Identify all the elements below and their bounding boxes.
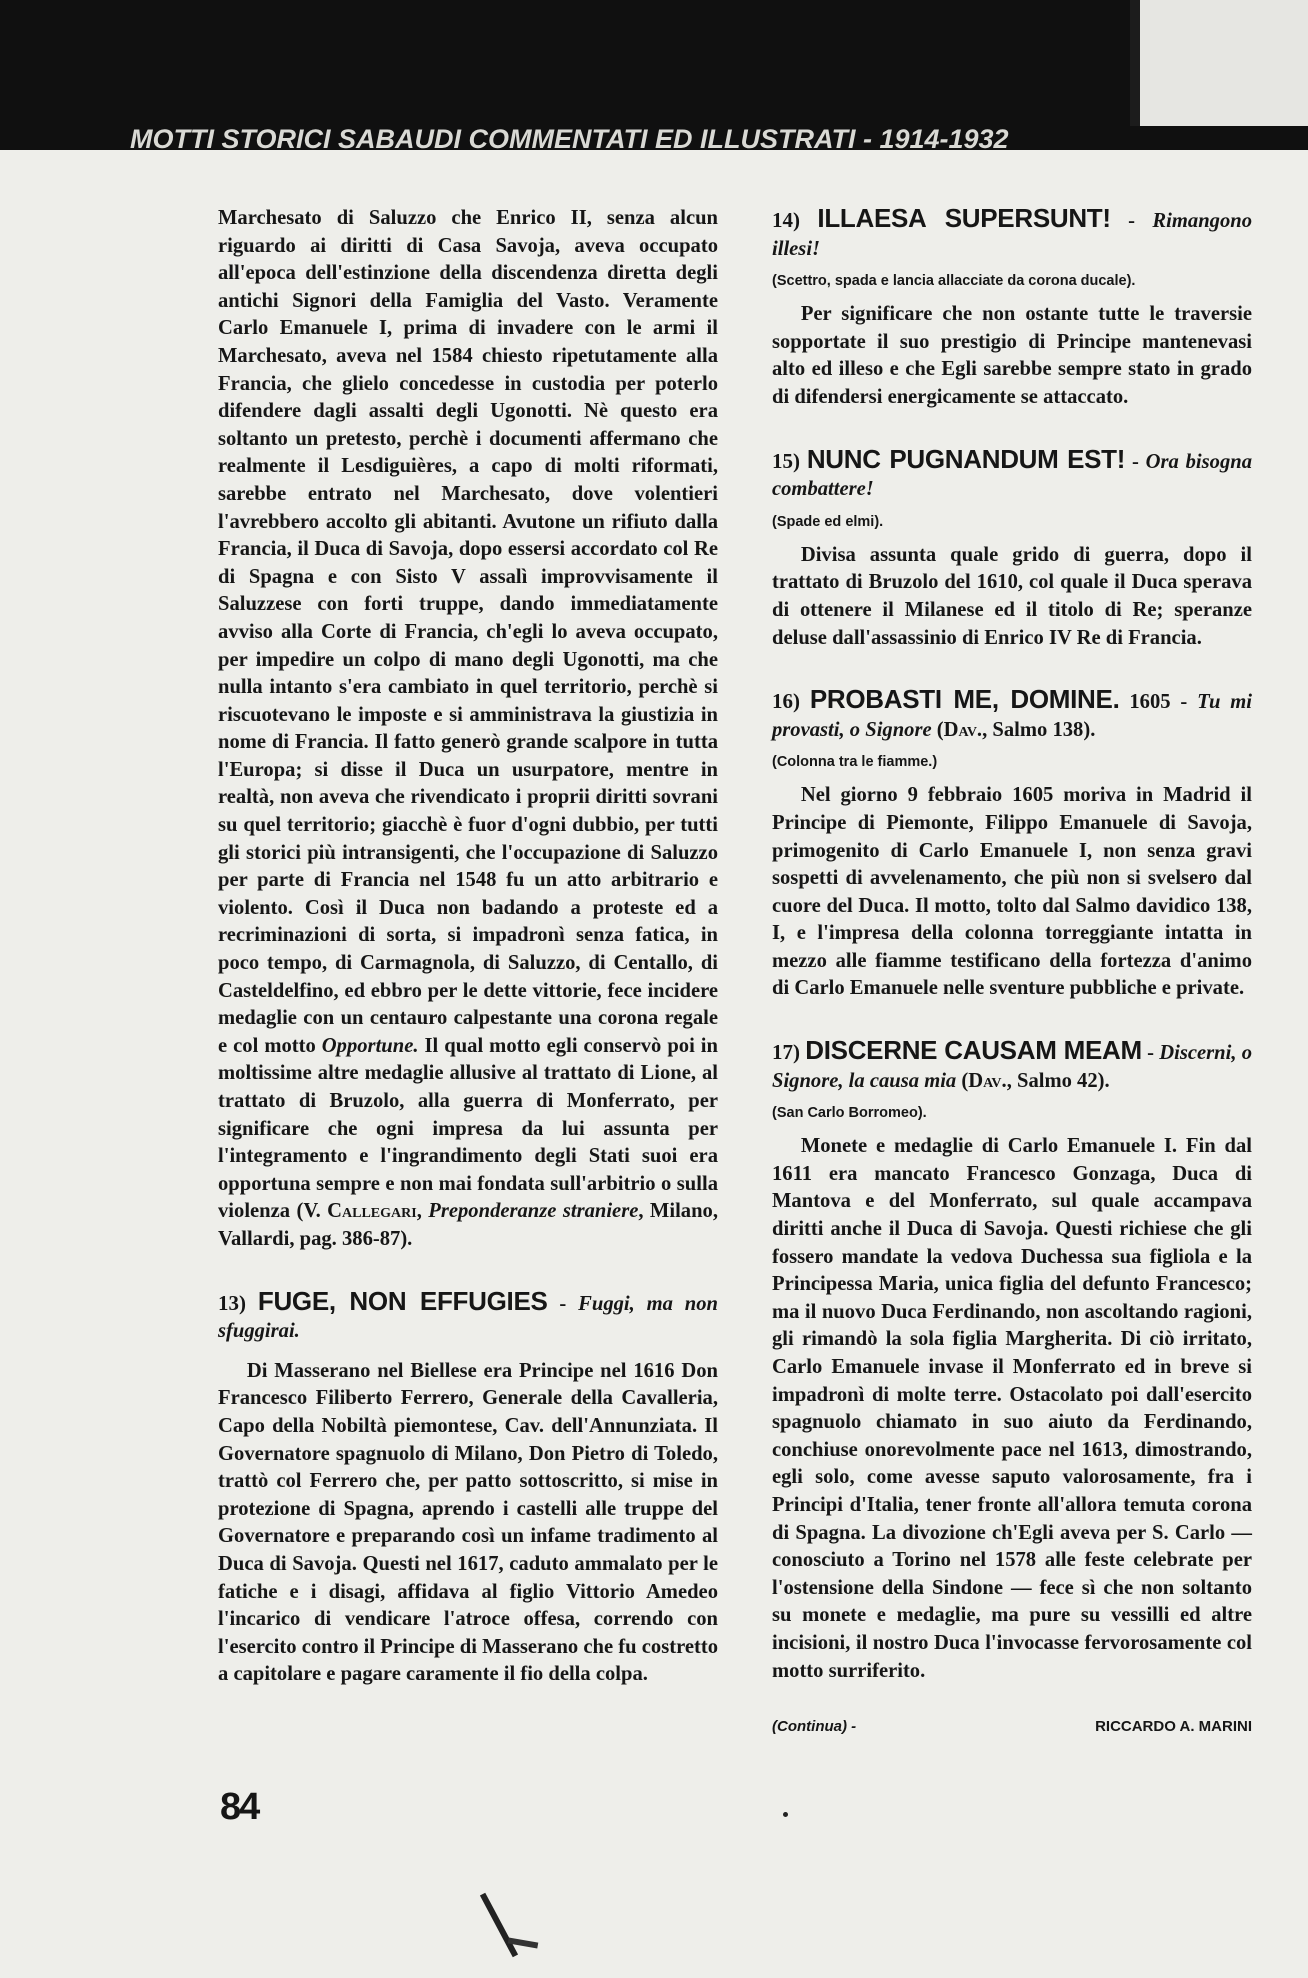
section-14 <box>772 205 1252 412</box>
spacer <box>218 1346 718 1358</box>
section-17 <box>772 1037 1252 1685</box>
section-17-motto: DISCERNE CAUSAM MEAM <box>805 1035 1142 1066</box>
section-16-translation: Tu mi provasti, o Signore <box>772 691 1252 741</box>
section-15-heading: 15) NUNC PUGNANDUM EST! - Ora bisogna combattere! <box>772 443 1253 501</box>
section-16-heading: 16) PROBASTI ME, DOMINE. 1605 - Tu mi provasti, o Signore (Dav., Salmo 138). <box>772 684 1252 741</box>
section-14-body: Per significare che non ostante tutte le traversie sopportate il suo prestigio di Principe mantenevasi alto ed illeso e che Egli sarebbe sempre stato in grado di difendersi energicamente se attaccato. <box>772 303 1252 408</box>
left-column <box>218 205 718 1689</box>
intro-author: Callegari <box>327 1200 417 1223</box>
article-footer <box>772 1713 1252 1741</box>
section-17-body: Monete e medaglie di Carlo Emanuele I. Fin dal 1611 era mancato Francesco Gonzaga, Duca di Mantova e del Monferrato, sul quale accampava diritti anche il Duca di Savoja. Questi richiese che gli fossero mandate la vedova Duchessa sua figliola e la Principessa Maria, unica figlia del defunto Francesco; ma il nuovo Duca Ferdinando, non ascoltando ragioni, gli rimandò la sola figlia Margherita. Di ciò irritato, Carlo Emanuele invase il Monferrato ed in breve si impadronì di molte terre. Ostacolato poi dall'esercito spagnuolo chiamato in suo aiuto da Ferdinando, conchiuse onorevolmente pace nel 1613, dimostrando, egli solo, come avesse saputo valorosamente, fra i Principi d'Italia, tener fronte all'allora temuta corona di Spagna. La divozione ch'Egli aveva per S. Carlo — conosciuto a Torino nel 1578 alle feste celebrate per l'ostensione della Sindone — fece sì che non soltanto su monete e medaglie, ma pure su vessilli ed altre incisioni, il nostro Duca l'invocasse fervorosamente col motto surriferito. <box>772 1135 1252 1682</box>
intro-paragraph: Marchesato di Saluzzo che Enrico II, senza alcun riguardo ai diritti di Casa Savoja, aveva occupato all'epoca dell'estinzione della discendenza diretta degli antichi Signori della Famiglia del Vasto. Veramente Carlo Emanuele I, prima di invadere con le armi il Marchesato, aveva nel 1584 chiesto ripetutamente alla Francia, che glielo concedesse in custodia per poterlo difendere dagli assalti degli Ugonotti. Nè questo era soltanto un pretesto, perchè i documenti affermano che realmente il Lesdiguières, a capo di molti riformati, sarebbe entrato nel Marchesato, dove volentieri l'avrebbero accolto gli abitanti. Avutone un rifiuto dalla Francia, il Duca di Savoja, dopo essersi accordato col Re di Spagna e con Sisto V assalì improvvisamente il Saluzzese con forti truppe, dando immediatamente avviso alla Corte di Francia, ch'egli lo aveva occupato, per impedire un colpo di mano degli Ugonotti, ma che nulla intanto s'era cambiato in quel territorio, perchè si riscuotevano le imposte e si amministrava la giustizia in nome di Francia. Il fatto generò grande scalpore in tutta l'Europa; si disse il Duca un usurpatore, mentre in realtà, non aveva che rivendicato i proprii diritti sovrani su quel territorio; giacchè è fuor d'ogni dubbio, per tutti gli storici più intransigenti, che l'occupazione di Saluzzo per parte di Francia nel 1548 fu un atto arbitrario e violento. Così il Duca non badando a proteste ed a recriminazioni di sorta, si impadronì senza fatica, in poco tempo, di Carmagnola, di Saluzzo, di Centallo, di Casteldelfino, ed ebbro per le dette vittorie, fece incidere medaglie con un centauro calpestante una corona regale e col motto Opportune. Il qual motto egli conservò poi in moltissime altre medaglie allusive al trattato di Lione, al trattato di Bruzolo, alla guerra di Monferrato, per significare che ogni impresa da lui assunta per l'integramento e l'ingrandimento degli Stati suoi era opportuna sempre e non mai fondata sull'arbitrio o sulla violenza (V. Callegari, Preponderanze straniere, Milano, Vallardi, pag. 386-87). <box>218 207 719 1250</box>
intro-work: Preponderanze straniere <box>428 1200 639 1223</box>
section-14-motto: ILLAESA SUPERSUNT! <box>817 203 1111 233</box>
section-13-body: Di Masserano nel Biellese era Principe nel 1616 Don Francesco Filiberto Ferrero, Generale della Cavalleria, Capo della Nobiltà piemontese, Cav. dell'Annunziata. Il Governatore spagnuolo di Milano, Don Pietro di Toledo, trattò col Ferrero che, per patto sottoscritto, si mise in protezione di Spagna, aprendo i castelli alle truppe del Governatore e preparando così un infame tradimento al Duca di Savoja. Questi nel 1617, caduto ammalato per le fatiche e i disagi, affidava al figlio Vittorio Amedeo l'incarico di vendicare l'atroce offesa, correndo con l'esercito contro il Principe di Masserano che fu costretto a capitolare e pagare caramente il fio della colpa. <box>218 1359 718 1686</box>
right-column <box>772 205 1252 1741</box>
page-corner-tab <box>1140 0 1308 126</box>
section-14-note: (Scettro, spada e lancia allacciate da corona ducale). <box>772 273 1136 290</box>
section-15-motto: NUNC PUGNANDUM EST! <box>806 443 1126 474</box>
section-15-note: (Spade ed elmi). <box>772 513 884 530</box>
section-13-heading: 13) FUGE, NON EFFUGIES - Fuggi, ma non sfuggirai. <box>218 1285 718 1343</box>
intro-motto: Opportune. <box>321 1034 419 1057</box>
section-17-heading: 17) DISCERNE CAUSAM MEAM - Discerni, o Signore, la causa mia (Dav., Salmo 42). <box>772 1035 1253 1092</box>
ink-dot <box>783 1812 788 1817</box>
section-16-year: 1605 <box>1119 691 1171 714</box>
section-15 <box>772 443 1253 653</box>
section-13-motto: FUGE, NON EFFUGIES <box>257 1285 548 1316</box>
section-14-heading: 14) ILLAESA SUPERSUNT! - Rimangono illesi! <box>772 203 1252 260</box>
continua-note: (Continua) - <box>772 1718 857 1736</box>
section-15-body: Divisa assunta quale grido di guerra, dopo il trattato di Bruzolo del 1610, col quale il Duca sperava di ottenere il Milanese ed il titolo di Re; speranze deluse dall'assassinio di Enrico IV Re di Francia. <box>772 543 1252 649</box>
section-17-translation: Discerni, o Signore, la causa mia <box>772 1042 1253 1092</box>
section-17-ref-author: Dav. <box>968 1069 1007 1092</box>
section-16-motto: PROBASTI ME, DOMINE. <box>809 684 1120 715</box>
section-16-note: (Colonna tra le fiamme.) <box>772 754 938 771</box>
section-16-body: Nel giorno 9 febbraio 1605 moriva in Madrid il Principe di Piemonte, Filippo Emanuele di Savoja, primogenito di Carlo Emanuele I, non senza gravi sospetti di avvelenamento, che più non si svelsero dal cuore del Duca. Il motto, tolto dal Salmo davidico 138, I, e l'impresa della colonna torreggiante intatta in mezzo alle fiamme testificano della fortezza d'animo di Carlo Emanuele nelle sventure pubbliche e private. <box>772 784 1252 1000</box>
section-17-note: (San Carlo Borromeo). <box>772 1105 927 1122</box>
section-13 <box>218 1285 718 1689</box>
section-14-translation: Rimangono illesi! <box>772 210 1252 260</box>
author-signature: RICCARDO A. MARINI <box>1095 1718 1252 1736</box>
running-head: MOTTI STORICI SABAUDI COMMENTATI ED ILLUSTRATI - 1914-1932 <box>130 124 1009 154</box>
section-13-translation: Fuggi, ma non sfuggirai. <box>218 1292 718 1343</box>
section-15-translation: Ora bisogna combattere! <box>772 450 1253 501</box>
section-16-ref-author: Dav. <box>943 718 983 741</box>
scan-smudge <box>480 1893 518 1958</box>
page-number: 84 <box>220 1786 259 1828</box>
section-16 <box>772 686 1252 1003</box>
